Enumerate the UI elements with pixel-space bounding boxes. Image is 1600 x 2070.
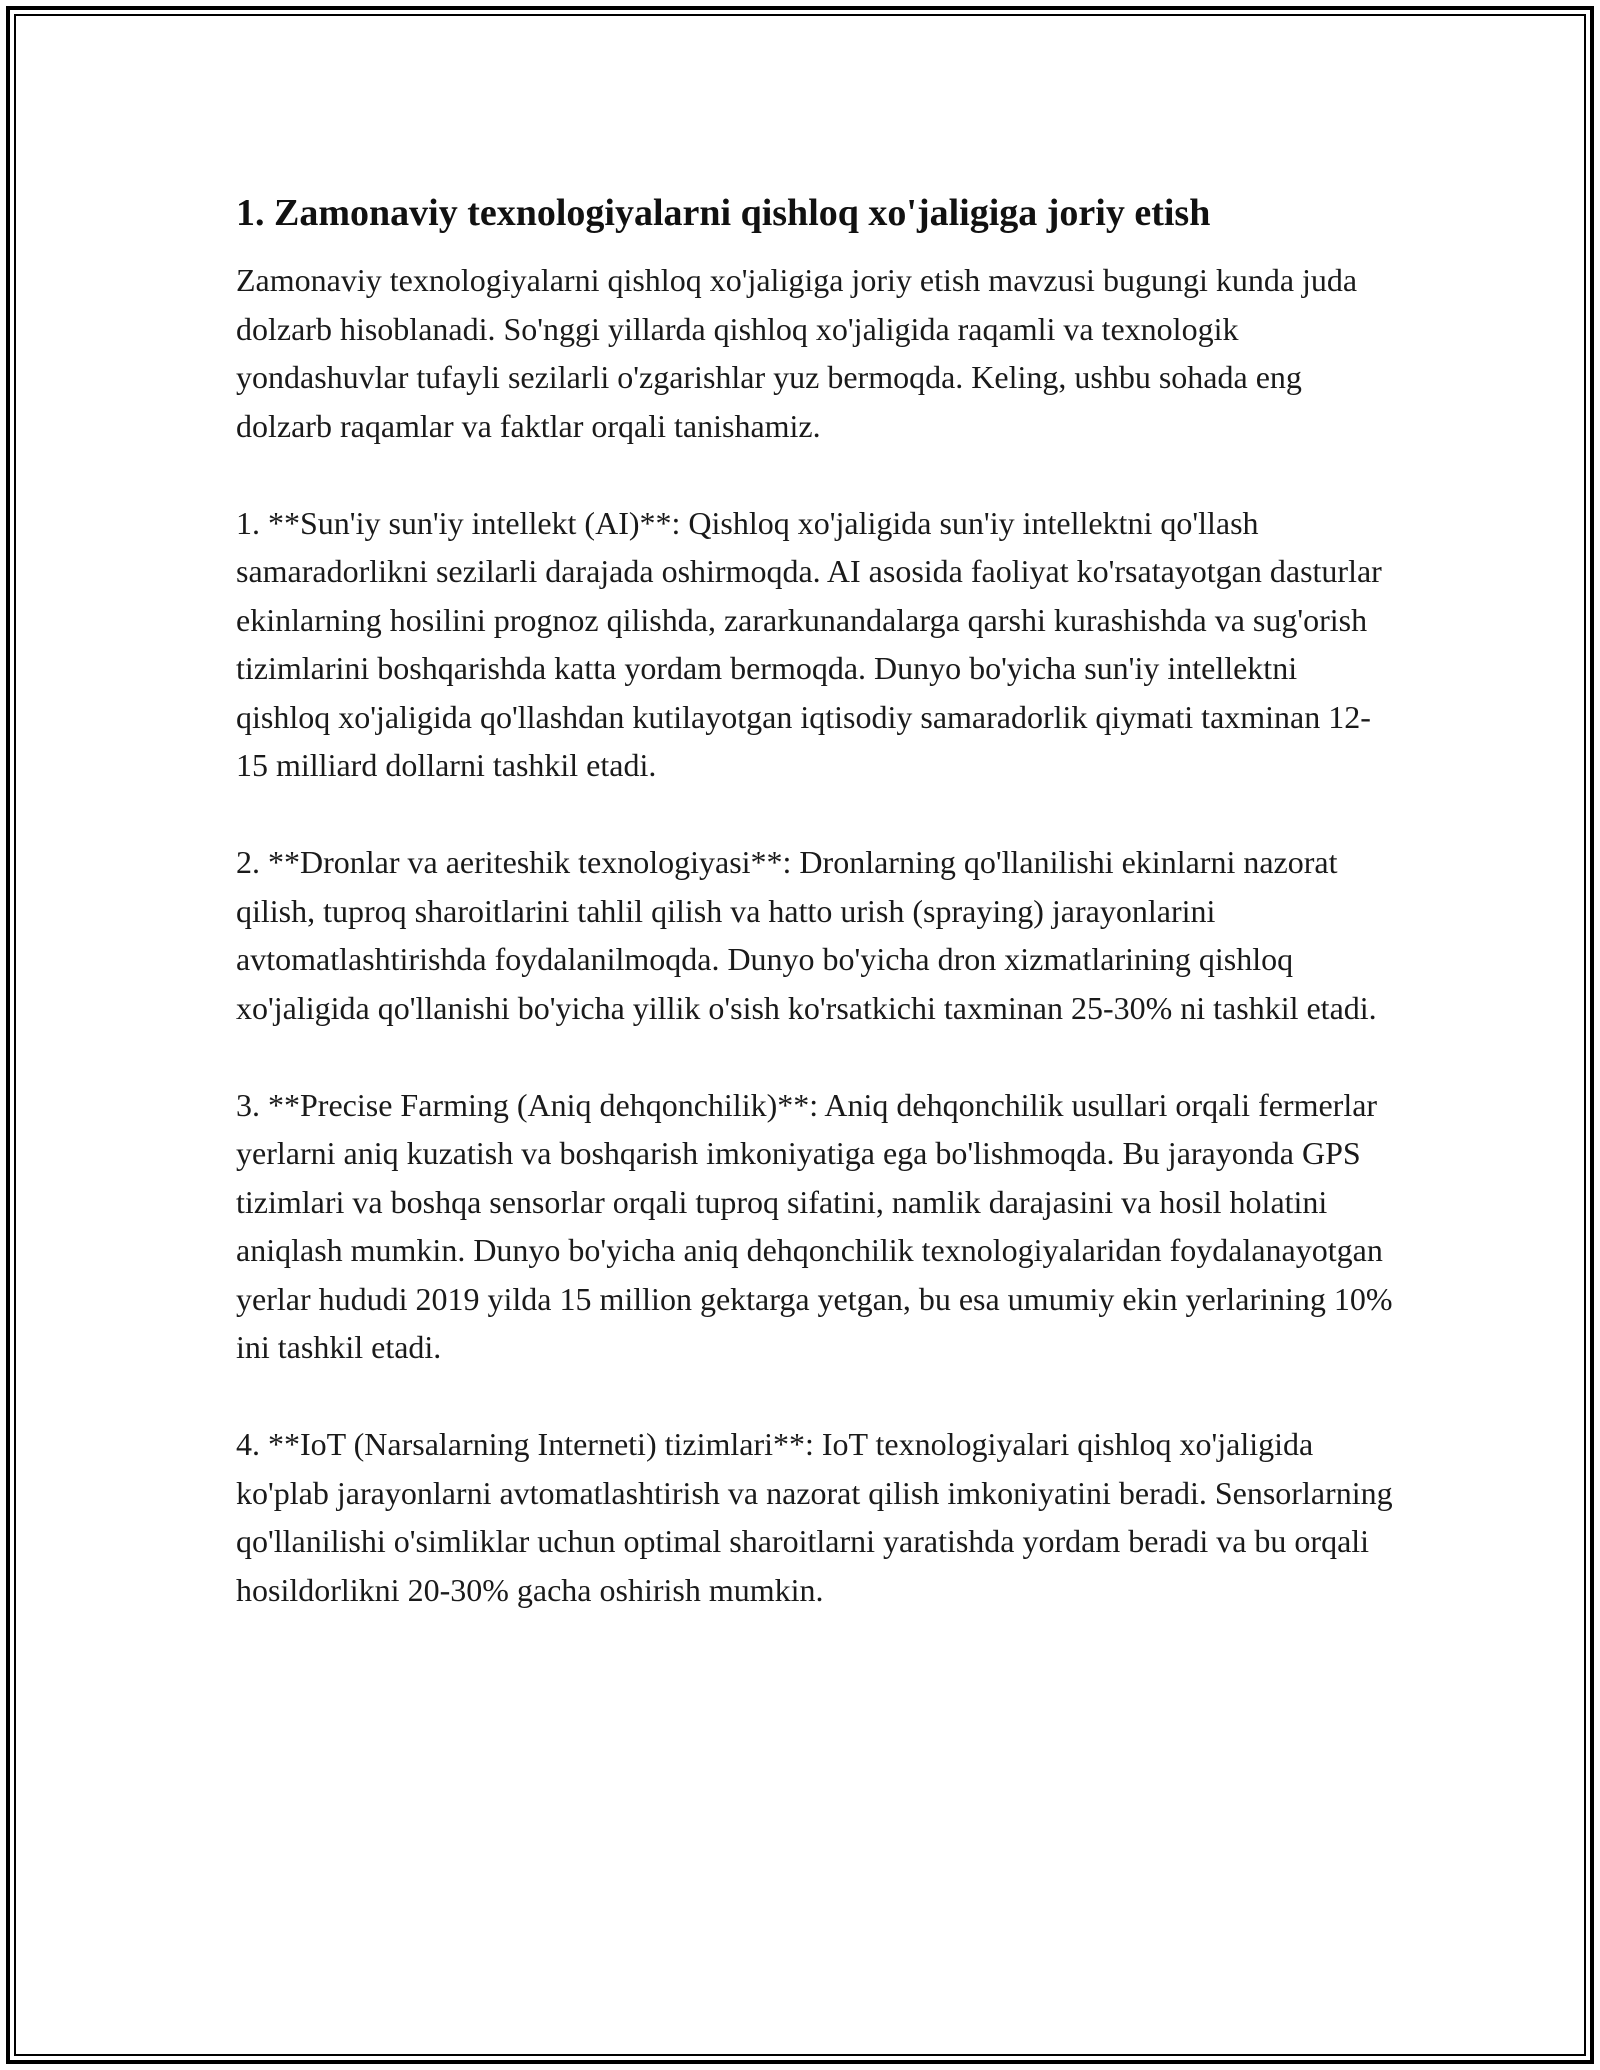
intro-paragraph: Zamonaviy texnologiyalarni qishloq xo'jaligiga joriy etish mavzusi bugungi kunda juda dolzarb hisoblanadi. So'nggi yillarda qishloq xo'jaligida raqamli va texnologik yondashuvlar tufayli sezilarli o'zgarishlar yuz bermoqda. Keling, ushbu sohada eng dolzarb raqamlar va faktlar orqali tanishamiz. xyxy=(236,262,1358,444)
list-item-iot: 4. **IoT (Narsalarning Interneti) tizimlari**: IoT texnologiyalari qishloq xo'jaligida ko'plab jarayonlarni avtomatlashtirish va nazorat qilish imkoniyatini beradi. Sensorlarning qo'llanilishi o'simliklar uchun optimal sharoitlarni yaratishda yordam beradi va bu orqali hosildorlikni 20-30% gacha oshirish mumkin. xyxy=(236,1426,1393,1608)
section-heading: 1. Zamonaviy texnologiyalarni qishloq xo'jaligiga joriy etish xyxy=(236,192,1211,234)
list-item-drones: 2. **Dronlar va aeriteshik texnologiyasi**: Dronlarning qo'llanilishi ekinlarni nazorat qilish, tuproq sharoitlarini tahlil qilish va hatto urish (spraying) jarayonlarini avtomatlashtirishda foydalanilmoqda. Dunyo bo'yicha dron xizmatlarining qishloq xo'jaligida qo'llanishi bo'yicha yillik o'sish ko'rsatkichi taxminan 25-30% ni tashkil etadi. xyxy=(236,844,1377,1026)
document-body xyxy=(236,186,1396,1663)
list-item-ai: 1. **Sun'iy sun'iy intellekt (AI)**: Qishloq xo'jaligida sun'iy intellektni qo'llash samaradorlikni sezilarli darajada oshirmoqda. AI asosida faoliyat ko'rsatayotgan dasturlar ekinlarning hosilini prognoz qilishda, zararkunandalarga qarshi kurashishda va sug'orish tizimlarini boshqarishda katta yordam bermoqda. Dunyo bo'yicha sun'iy intellektni qishloq xo'jaligida qo'llashdan kutilayotgan iqtisodiy samaradorlik qiymati taxminan 12-15 milliard dollarni tashkil etadi. xyxy=(236,504,1382,783)
list-item-precise-farming: 3. **Precise Farming (Aniq dehqonchilik)**: Aniq dehqonchilik usullari orqali fermerlar yerlarni aniq kuzatish va boshqarish imkoniyatiga ega bo'lishmoqda. Bu jarayonda GPS tizimlari va boshqa sensorlar orqali tuproq sifatini, namlik darajasini va hosil holatini aniqlash mumkin. Dunyo bo'yicha aniq dehqonchilik texnologiyalaridan foydalanayotgan yerlar hududi 2019 yilda 15 million gektarga yetgan, bu esa umumiy ekin yerlarining 10% ini tashkil etadi. xyxy=(236,1086,1393,1365)
